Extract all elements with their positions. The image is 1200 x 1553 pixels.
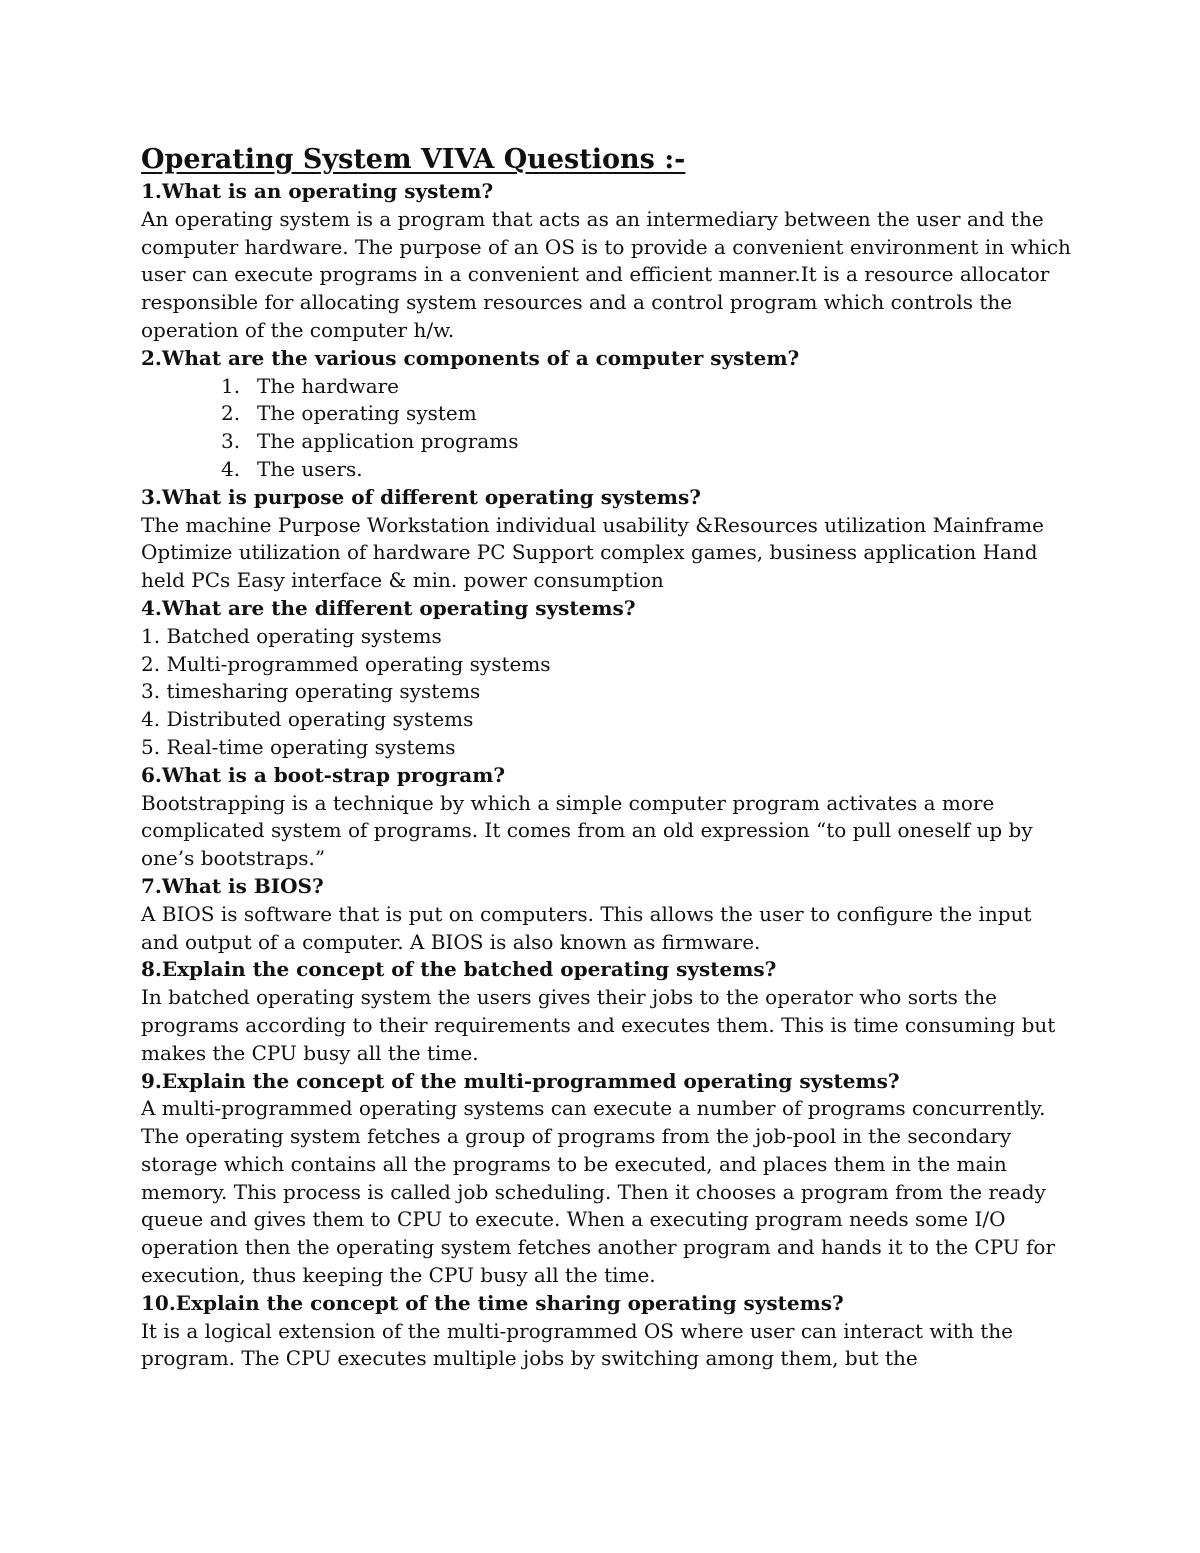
- question-10: 10.Explain the concept of the time sharing operating systems?: [141, 1290, 844, 1315]
- list-item-text: The users.: [257, 456, 363, 481]
- list-item: [221, 373, 1071, 401]
- list-item: 2. Multi-programmed operating systems: [141, 651, 551, 676]
- question-8: 8.Explain the concept of the batched operating systems?: [141, 957, 777, 982]
- list-item-number: 3.: [221, 429, 241, 454]
- answer-9: A multi-programmed operating systems can execute a number of programs concurrently. The operating system fetches a group of programs from the job-pool in the secondary storage which contains all the programs to be executed, and places them in the main memory. This process is called job scheduling. Then it chooses a program from the ready queue and gives them to CPU to execute. When a executing program needs some I/O operation then the operating system fetches another program and hands it to the CPU for execution, thus keeping the CPU busy all the time.: [141, 1096, 1056, 1288]
- question-7: 7.What is BIOS?: [141, 873, 324, 898]
- list-item-number: 4.: [221, 456, 241, 481]
- answer-3: The machine Purpose Workstation individual usability &Resources utilization Mainframe Optimize utilization of hardware PC Support complex games, business application Hand held PCs Easy interface & min. power consumption: [141, 512, 1044, 593]
- list-item: 5. Real-time operating systems: [141, 734, 456, 759]
- list-item: 1. Batched operating systems: [141, 623, 442, 648]
- list-item-text: The operating system: [257, 401, 477, 426]
- answer-1: An operating system is a program that acts as an intermediary between the user and the computer hardware. The purpose of an OS is to provide a convenient environment in which user can execute programs in a convenient and efficient manner.It is a resource allocator responsible for allocating system resources and a control program which controls the operation of the computer h/w.: [141, 206, 1071, 342]
- os-types-list: [141, 623, 1071, 762]
- list-item: [221, 456, 1071, 484]
- list-item: [221, 400, 1071, 428]
- document-content: [141, 142, 1071, 1373]
- answer-7: A BIOS is software that is put on computers. This allows the user to configure the input and output of a computer. A BIOS is also known as firmware.: [141, 901, 1032, 954]
- answer-6: Bootstrapping is a technique by which a simple computer program activates a more complicated system of programs. It comes from an old expression “to pull oneself up by one’s bootstraps.”: [141, 790, 1033, 871]
- answer-8: In batched operating system the users gives their jobs to the operator who sorts the programs according to their requirements and executes them. This is time consuming but makes the CPU busy all the time.: [141, 985, 1056, 1065]
- question-2: 2.What are the various components of a computer system?: [141, 345, 800, 370]
- list-item-text: The hardware: [257, 373, 400, 398]
- list-item: [221, 428, 1071, 456]
- question-6: 6.What is a boot-strap program?: [141, 762, 506, 787]
- answer-10: It is a logical extension of the multi-programmed OS where user can interact with the program. The CPU executes multiple jobs by switching among them, but the: [141, 1318, 1013, 1371]
- components-list: [141, 373, 1071, 484]
- document-title: Operating System VIVA Questions :-: [141, 144, 686, 175]
- list-item-number: 2.: [221, 401, 241, 426]
- list-item: 4. Distributed operating systems: [141, 707, 474, 732]
- question-3: 3.What is purpose of different operating systems?: [141, 484, 701, 509]
- question-1: 1.What is an operating system?: [141, 179, 494, 203]
- list-item-text: The application programs: [257, 429, 519, 454]
- question-9: 9.Explain the concept of the multi-programmed operating systems?: [141, 1068, 900, 1093]
- question-4: 4.What are the different operating systems?: [141, 595, 636, 620]
- list-item-number: 1.: [221, 373, 241, 398]
- list-item: 3. timesharing operating systems: [141, 679, 481, 704]
